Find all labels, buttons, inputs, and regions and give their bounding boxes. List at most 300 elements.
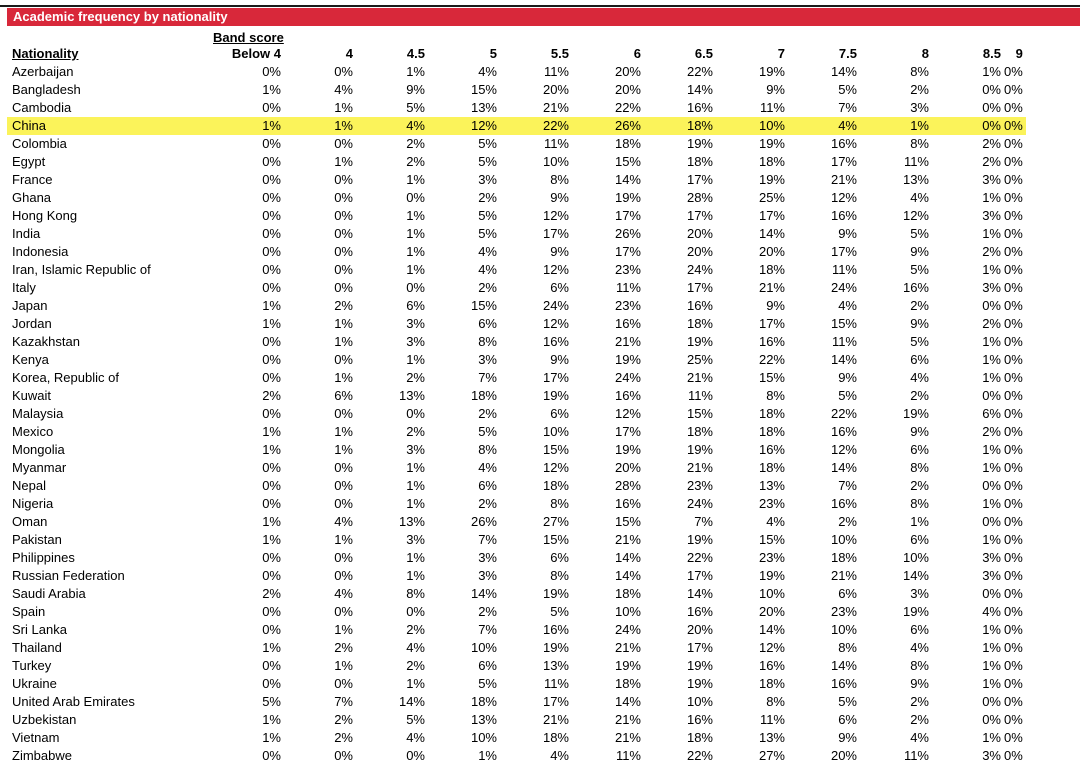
value-cell: 10% (542, 154, 569, 169)
value-cell: 6% (910, 532, 929, 547)
value-cell: 12% (830, 190, 857, 205)
value-cell: 22% (686, 550, 713, 565)
value-cell: 14% (614, 568, 641, 583)
value-cell: 18% (758, 676, 785, 691)
value-cell: 28% (686, 190, 713, 205)
value-cell: 16% (686, 712, 713, 727)
value-cell: 11% (543, 136, 569, 151)
table-row (7, 81, 1026, 99)
value-cell: 0% (262, 64, 281, 79)
value-cell: 13% (902, 172, 929, 187)
value-cell: 0% (982, 586, 1001, 601)
value-cell: 8% (910, 658, 929, 673)
table-row (7, 297, 1026, 315)
column-header: 6.5 (694, 46, 713, 61)
value-cell: 8% (550, 568, 569, 583)
value-cell: 1% (406, 460, 425, 475)
value-cell: 12% (614, 406, 641, 421)
value-cell: 22% (614, 100, 641, 115)
table-row (7, 423, 1026, 441)
value-cell: 4% (406, 640, 425, 655)
value-cell: 16% (758, 658, 785, 673)
value-cell: 8% (550, 172, 569, 187)
value-cell: 18% (758, 460, 785, 475)
value-cell: 24% (686, 262, 713, 277)
value-cell: 1% (406, 676, 425, 691)
value-cell: 13% (470, 712, 497, 727)
value-cell: 3% (478, 172, 497, 187)
value-cell: 6% (838, 586, 857, 601)
nationality-cell: Kenya (12, 352, 49, 367)
value-cell: 0% (262, 280, 281, 295)
value-cell: 5% (406, 712, 425, 727)
table-row (7, 585, 1026, 603)
value-cell: 15% (614, 154, 641, 169)
table-row (7, 135, 1026, 153)
value-cell: 1% (406, 568, 425, 583)
value-cell: 8% (766, 694, 785, 709)
value-cell: 8% (766, 388, 785, 403)
value-cell: 11% (831, 262, 857, 277)
value-cell: 0% (1004, 154, 1023, 169)
table-row (7, 711, 1026, 729)
value-cell: 1% (406, 172, 425, 187)
value-cell: 12% (902, 208, 929, 223)
value-cell: 11% (903, 154, 929, 169)
value-cell: 2% (478, 280, 497, 295)
value-cell: 15% (470, 298, 497, 313)
value-cell: 4% (334, 514, 353, 529)
value-cell: 0% (1004, 586, 1023, 601)
value-cell: 7% (478, 622, 497, 637)
value-cell: 10% (830, 622, 857, 637)
value-cell: 23% (614, 262, 641, 277)
nationality-cell: Azerbaijan (12, 64, 74, 79)
value-cell: 12% (542, 316, 569, 331)
value-cell: 10% (716, 117, 788, 135)
table-row (7, 657, 1026, 675)
value-cell: 11% (615, 280, 641, 295)
table-row (7, 567, 1026, 585)
value-cell: 1% (262, 298, 281, 313)
table-row (7, 693, 1026, 711)
value-cell: 17% (542, 226, 569, 241)
value-cell: 3% (406, 532, 425, 547)
value-cell: 1% (262, 730, 281, 745)
value-cell: 18% (758, 406, 785, 421)
value-cell: 2% (910, 694, 929, 709)
value-cell: 2% (406, 154, 425, 169)
value-cell: 19% (902, 604, 929, 619)
value-cell: 14% (686, 586, 713, 601)
value-cell: 1% (262, 316, 281, 331)
value-cell: 1% (982, 64, 1001, 79)
value-cell: 1% (334, 100, 353, 115)
value-cell: 0% (334, 460, 353, 475)
value-cell: 4% (550, 748, 569, 763)
value-cell: 0% (262, 172, 281, 187)
value-cell: 5% (838, 694, 857, 709)
value-cell: 11% (687, 388, 713, 403)
value-cell: 24% (542, 298, 569, 313)
band-score-label: Band score (213, 30, 284, 45)
value-cell: 0% (1004, 406, 1023, 421)
value-cell: 0% (334, 496, 353, 511)
value-cell: 15% (758, 370, 785, 385)
value-cell: 10% (830, 532, 857, 547)
value-cell: 16% (830, 496, 857, 511)
value-cell: 0% (334, 136, 353, 151)
value-cell: 0% (262, 496, 281, 511)
value-cell: 18% (614, 676, 641, 691)
value-cell: 0% (932, 117, 1004, 135)
value-cell: 12% (542, 262, 569, 277)
value-cell: 18% (614, 136, 641, 151)
value-cell: 5% (406, 100, 425, 115)
value-cell: 7% (478, 370, 497, 385)
nationality-cell: Indonesia (12, 244, 69, 259)
value-cell: 11% (903, 748, 929, 763)
value-cell: 9% (766, 298, 785, 313)
value-cell: 19% (758, 136, 785, 151)
value-cell: 23% (830, 604, 857, 619)
value-cell: 10% (470, 640, 497, 655)
column-header: 5 (489, 46, 497, 61)
value-cell: 0% (1004, 316, 1023, 331)
nationality-cell: Philippines (12, 550, 75, 565)
value-cell: 1% (982, 370, 1001, 385)
value-cell: 8% (550, 496, 569, 511)
value-cell: 4% (838, 298, 857, 313)
value-cell: 20% (758, 244, 785, 259)
value-cell: 9% (838, 370, 857, 385)
value-cell: 13% (542, 658, 569, 673)
value-cell: 1% (982, 730, 1001, 745)
nationality-cell: Ukraine (12, 676, 57, 691)
value-cell: 19% (758, 64, 785, 79)
value-cell: 0% (982, 82, 1001, 97)
value-cell: 0% (262, 676, 281, 691)
value-cell: 15% (542, 442, 569, 457)
value-cell: 1% (982, 352, 1001, 367)
value-cell: 9% (550, 190, 569, 205)
value-cell: 3% (982, 172, 1001, 187)
value-cell: 16% (614, 496, 641, 511)
value-cell: 0% (1004, 82, 1023, 97)
nationality-cell: Iran, Islamic Republic of (12, 262, 151, 277)
value-cell: 22% (758, 352, 785, 367)
value-cell: 11% (543, 64, 569, 79)
value-cell: 4% (982, 604, 1001, 619)
value-cell: 15% (686, 406, 713, 421)
value-cell: 28% (614, 478, 641, 493)
value-cell: 0% (1004, 190, 1023, 205)
value-cell: 12% (830, 442, 857, 457)
value-cell: 12% (542, 460, 569, 475)
value-cell: 26% (572, 117, 644, 135)
value-cell: 0% (1004, 424, 1023, 439)
value-cell: 11% (615, 748, 641, 763)
value-cell: 2% (406, 136, 425, 151)
table-body (7, 63, 1026, 765)
column-header: Below 4 (231, 46, 281, 61)
value-cell: 22% (830, 406, 857, 421)
value-cell: 16% (758, 334, 785, 349)
value-cell: 19% (758, 568, 785, 583)
value-cell: 1% (262, 82, 281, 97)
nationality-cell: Spain (12, 604, 46, 619)
value-cell: 13% (758, 478, 785, 493)
value-cell: 0% (1004, 550, 1023, 565)
value-cell: 0% (1004, 640, 1023, 655)
value-cell: 19% (686, 532, 713, 547)
value-cell: 5% (910, 334, 929, 349)
value-cell: 0% (334, 280, 353, 295)
value-cell: 0% (334, 748, 353, 763)
value-cell: 1% (334, 424, 353, 439)
value-cell: 14% (398, 694, 425, 709)
value-cell: 14% (614, 172, 641, 187)
value-cell: 1% (982, 442, 1001, 457)
value-cell: 5% (838, 82, 857, 97)
value-cell: 5% (262, 694, 281, 709)
value-cell: 18% (470, 388, 497, 403)
value-cell: 0% (982, 298, 1001, 313)
value-cell: 1% (334, 316, 353, 331)
value-cell: 19% (542, 388, 569, 403)
value-cell: 24% (686, 496, 713, 511)
value-cell: 16% (686, 298, 713, 313)
value-cell: 14% (830, 460, 857, 475)
nationality-cell: Kuwait (12, 388, 52, 403)
value-cell: 1% (406, 244, 425, 259)
value-cell: 11% (543, 676, 569, 691)
value-cell: 0% (1004, 262, 1023, 277)
nationality-cell: Hong Kong (12, 208, 78, 223)
value-cell: 1% (982, 262, 1001, 277)
value-cell: 2% (406, 622, 425, 637)
value-cell: 1% (262, 532, 281, 547)
value-cell: 17% (542, 694, 569, 709)
column-header: 4.5 (406, 46, 425, 61)
nationality-cell: Egypt (12, 154, 46, 169)
value-cell: 17% (686, 280, 713, 295)
value-cell: 0% (1004, 280, 1023, 295)
value-cell: 14% (902, 568, 929, 583)
value-cell: 21% (614, 712, 641, 727)
value-cell: 1% (406, 208, 425, 223)
column-header: 7 (777, 46, 785, 61)
value-cell: 0% (334, 550, 353, 565)
value-cell: 1% (406, 478, 425, 493)
value-cell: 5% (838, 388, 857, 403)
value-cell: 18% (830, 550, 857, 565)
nationality-cell: Malaysia (12, 406, 64, 421)
value-cell: 0% (1004, 226, 1023, 241)
table-row (7, 333, 1026, 351)
value-cell: 16% (830, 208, 857, 223)
value-cell: 6% (910, 622, 929, 637)
value-cell: 2% (478, 190, 497, 205)
value-cell: 0% (1004, 208, 1023, 223)
value-cell: 5% (478, 676, 497, 691)
value-cell: 3% (982, 208, 1001, 223)
nationality-cell: Japan (12, 298, 48, 313)
value-cell: 15% (830, 316, 857, 331)
value-cell: 6% (982, 406, 1001, 421)
value-cell: 0% (406, 190, 425, 205)
value-cell: 0% (1004, 64, 1023, 79)
value-cell: 23% (758, 550, 785, 565)
value-cell: 12% (428, 117, 500, 135)
value-cell: 2% (478, 406, 497, 421)
value-cell: 5% (478, 208, 497, 223)
value-cell: 19% (542, 640, 569, 655)
value-cell: 15% (614, 514, 641, 529)
value-cell: 2% (334, 298, 353, 313)
value-cell: 10% (758, 586, 785, 601)
value-cell: 3% (982, 550, 1001, 565)
value-cell: 23% (758, 496, 785, 511)
nationality-cell: Colombia (12, 136, 67, 151)
value-cell: 21% (542, 712, 569, 727)
nationality-cell: Nigeria (12, 496, 54, 511)
value-cell: 0% (262, 658, 281, 673)
value-cell: 15% (470, 82, 497, 97)
value-cell: 0% (1004, 478, 1023, 493)
value-cell: 0% (334, 568, 353, 583)
value-cell: 17% (686, 640, 713, 655)
value-cell: 1% (262, 442, 281, 457)
value-cell: 20% (830, 748, 857, 763)
value-cell: 2% (910, 388, 929, 403)
value-cell: 5% (478, 226, 497, 241)
value-cell: 0% (334, 226, 353, 241)
table-row (7, 405, 1026, 423)
value-cell: 0% (1004, 604, 1023, 619)
value-cell: 13% (398, 388, 425, 403)
value-cell: 0% (1004, 244, 1023, 259)
value-cell: 0% (262, 244, 281, 259)
value-cell: 8% (478, 334, 497, 349)
value-cell: 24% (614, 622, 641, 637)
value-cell: 2% (838, 514, 857, 529)
value-cell: 20% (542, 82, 569, 97)
value-cell: 18% (542, 730, 569, 745)
value-cell: 8% (910, 460, 929, 475)
table-row (7, 729, 1026, 747)
value-cell: 1% (982, 532, 1001, 547)
value-cell: 11% (759, 712, 785, 727)
value-cell: 14% (830, 64, 857, 79)
value-cell: 20% (614, 64, 641, 79)
value-cell: 21% (614, 640, 641, 655)
nationality-cell: Mexico (12, 424, 54, 439)
value-cell: 1% (334, 442, 353, 457)
value-cell: 21% (614, 532, 641, 547)
table-row (7, 387, 1026, 405)
value-cell: 2% (910, 298, 929, 313)
value-cell: 5% (478, 424, 497, 439)
value-cell: 0% (334, 478, 353, 493)
nationality-cell: Zimbabwe (12, 748, 72, 763)
value-cell: 16% (614, 316, 641, 331)
value-cell: 9% (406, 82, 425, 97)
value-cell: 1% (334, 334, 353, 349)
value-cell: 25% (686, 352, 713, 367)
value-cell: 26% (470, 514, 497, 529)
value-cell: 6% (478, 478, 497, 493)
value-cell: 5% (478, 154, 497, 169)
value-cell: 6% (478, 316, 497, 331)
value-cell: 1% (406, 352, 425, 367)
value-cell: 9% (550, 244, 569, 259)
value-cell: 2% (334, 712, 353, 727)
value-cell: 14% (614, 694, 641, 709)
value-cell: 0% (1004, 100, 1023, 115)
value-cell: 0% (262, 460, 281, 475)
value-cell: 2% (478, 604, 497, 619)
value-cell: 19% (902, 406, 929, 421)
value-cell: 0% (1004, 136, 1023, 151)
value-cell: 4% (478, 244, 497, 259)
value-cell: 10% (686, 694, 713, 709)
table-row (7, 603, 1026, 621)
table-row (7, 207, 1026, 225)
value-cell: 16% (542, 622, 569, 637)
value-cell: 10% (902, 550, 929, 565)
value-cell: 2% (262, 586, 281, 601)
value-cell: 22% (500, 117, 572, 135)
value-cell: 0% (1004, 442, 1023, 457)
table-row (7, 513, 1026, 531)
value-cell: 2% (262, 388, 281, 403)
value-cell: 0% (262, 208, 281, 223)
nationality-cell: Sri Lanka (12, 622, 67, 637)
value-cell: 20% (686, 226, 713, 241)
nationality-cell: India (12, 226, 41, 241)
value-cell: 9% (766, 82, 785, 97)
value-cell: 1% (406, 64, 425, 79)
value-cell: 17% (686, 172, 713, 187)
value-cell: 18% (686, 424, 713, 439)
nationality-cell: Cambodia (12, 100, 72, 115)
value-cell: 0% (1004, 496, 1023, 511)
value-cell: 1% (406, 262, 425, 277)
value-cell: 19% (542, 586, 569, 601)
value-cell: 1% (334, 154, 353, 169)
value-cell: 0% (982, 694, 1001, 709)
value-cell: 1% (982, 334, 1001, 349)
value-cell: 19% (686, 442, 713, 457)
value-cell: 6% (910, 352, 929, 367)
value-cell: 22% (686, 64, 713, 79)
value-cell: 0% (406, 280, 425, 295)
value-cell: 7% (478, 532, 497, 547)
value-cell: 0% (982, 100, 1001, 115)
value-cell: 23% (614, 298, 641, 313)
value-cell: 17% (614, 244, 641, 259)
value-cell: 4% (356, 117, 428, 135)
value-cell: 19% (686, 136, 713, 151)
table-row (7, 369, 1026, 387)
column-header: 7.5 (838, 46, 857, 61)
value-cell: 20% (686, 244, 713, 259)
value-cell: 0% (1004, 622, 1023, 637)
nationality-cell: Nepal (12, 478, 46, 493)
value-cell: 20% (614, 460, 641, 475)
value-cell: 0% (406, 604, 425, 619)
